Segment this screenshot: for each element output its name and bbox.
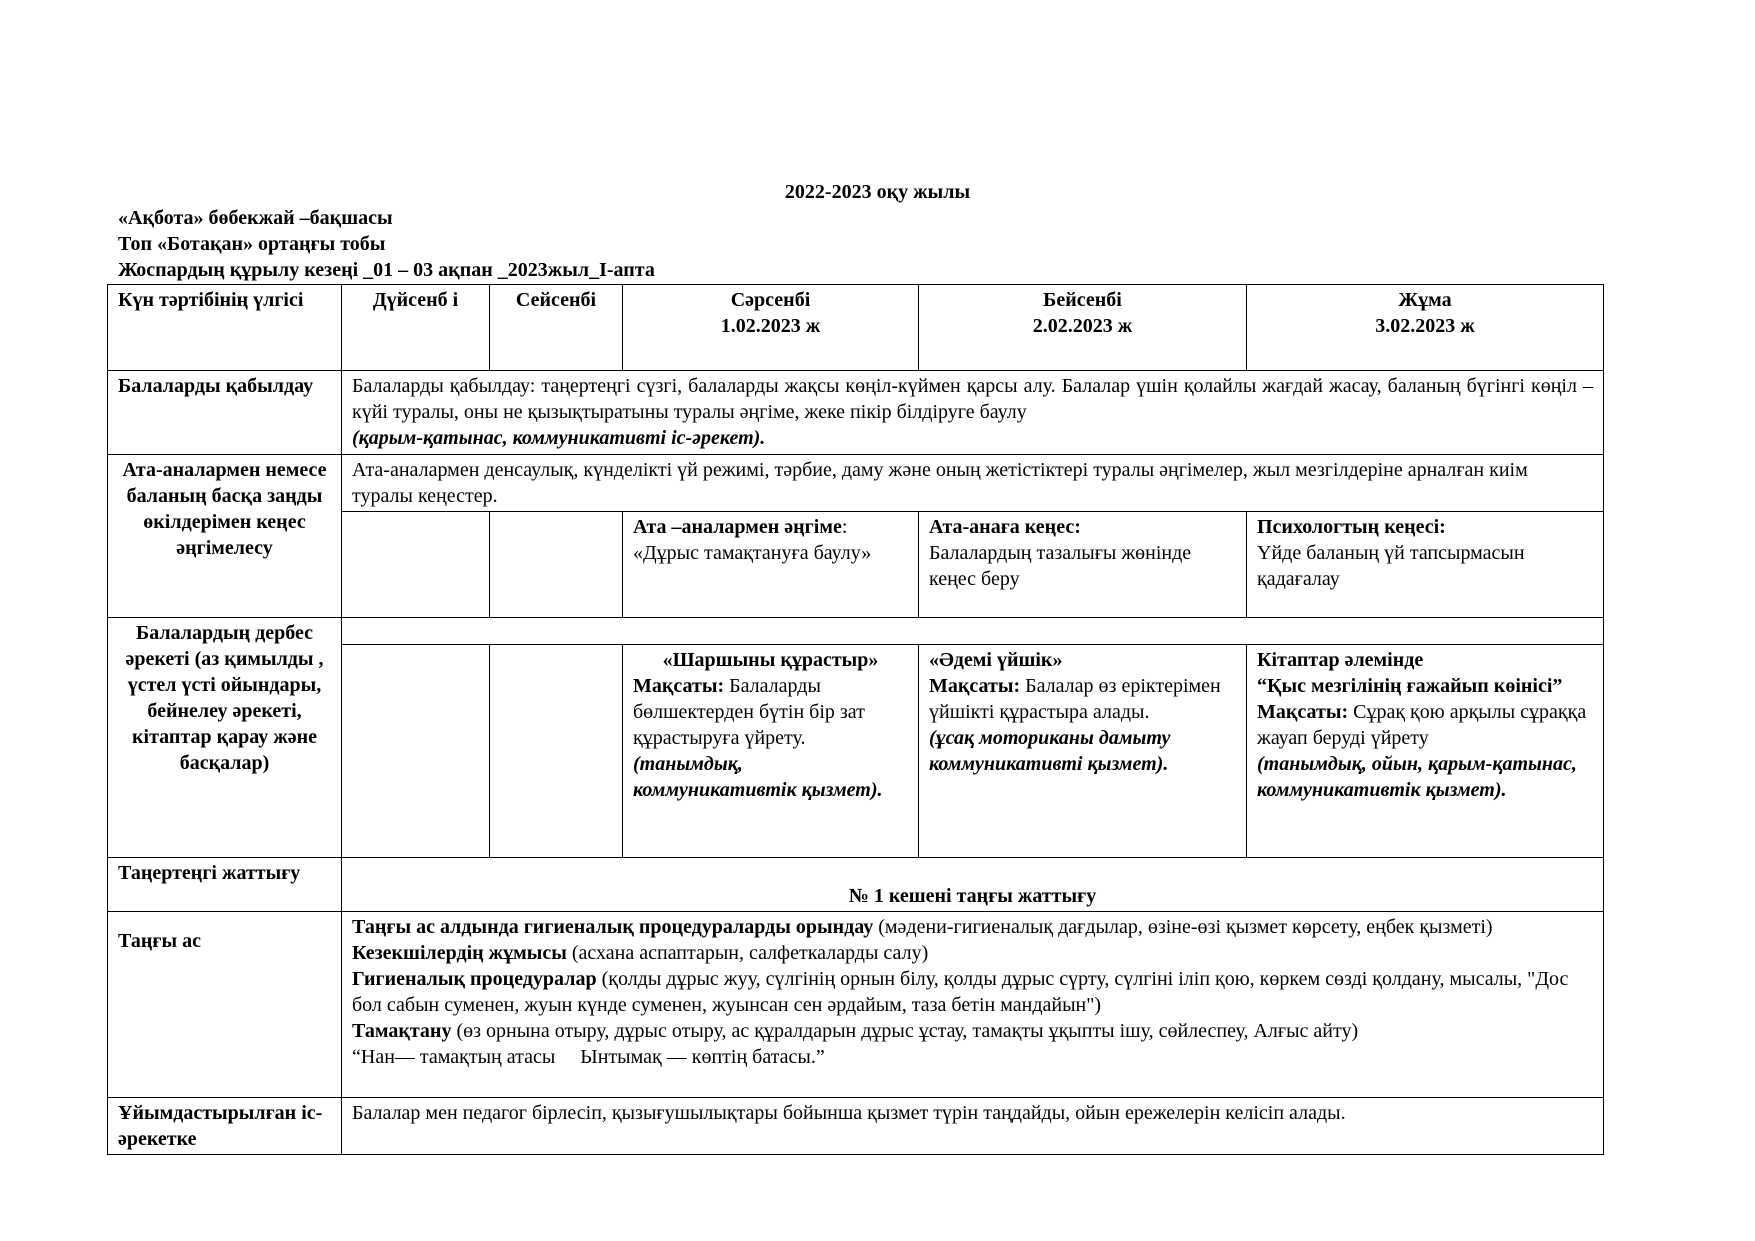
parents-general-text: Ата-аналармен денсаулық, күнделікті үй режимі, тәрбие, даму және оның жетістіктері туралы әңгімелер, жыл мезгілдеріне арналған киім туралы кеңестер. xyxy=(342,455,1604,512)
activity-fri-title: Кітаптар әлемінде xyxy=(1257,649,1424,671)
reception-row xyxy=(108,371,1604,455)
activity-wed-title: «Шаршыны құрастыр» xyxy=(662,649,879,671)
activity-wed-goal: Балаларды бөлшектерден бүтін бір зат құрастыруға үйрету. xyxy=(633,675,865,749)
parents-monday xyxy=(342,512,490,618)
breakfast-duty: Кезекшілердің жұмысы (асхана аспаптарын, салфеткаларды салу) xyxy=(352,942,929,964)
weekly-plan-table xyxy=(107,284,1604,1155)
activity-thu-goal-label: Мақсаты: xyxy=(929,675,1021,697)
friday-date: 3.02.2023 ж xyxy=(1375,315,1475,337)
kindergarten-name: «Ақбота» бөбекжай –бақшасы xyxy=(118,207,393,229)
header-row xyxy=(108,285,1604,371)
tuesday-header: Сейсенбі xyxy=(490,285,623,371)
breakfast-content xyxy=(342,912,1604,1098)
parents-row xyxy=(108,455,1604,512)
organized-row xyxy=(108,1098,1604,1155)
parents-label: Ата-аналармен немесе баланың басқа заңды өкілдерімен кеңес әңгімелесу xyxy=(108,455,342,618)
thursday-label: Бейсенбі xyxy=(1043,289,1122,311)
parents-tuesday xyxy=(490,512,623,618)
activity-thursday xyxy=(919,645,1247,858)
organized-text: Балалар мен педагог бірлесіп, қызығушылықтары бойынша қызмет түрін таңдайды, ойын ережелерін келісіп алады. xyxy=(342,1098,1604,1155)
reception-text: Балаларды қабылдау: таңертеңгі сүзгі, балаларды жақсы көңіл-күймен қарсы алу. Балалар үшін қолайлы жағдай жасау, баланың бүгінгі көңіл – күйі туралы, оны не қызықтыратыны туралы әңгіме, жеке пікір білдіруге баулу xyxy=(352,375,1593,423)
schedule-header: Күн тәртібінің үлгісі xyxy=(108,285,342,371)
activity-fri-goal-label: Мақсаты: xyxy=(1257,701,1349,723)
activity-thu-title: «Әдемі үйшік» xyxy=(929,649,1063,671)
activity-thu-goal: Балалар өз еріктерімен үйшікті құрастыра алады. xyxy=(929,675,1221,723)
activity-fri-note: (танымдық, ойын, қарым-қатынас, коммуникативтік қызмет). xyxy=(1257,753,1577,801)
parents-thu-text: Балалардың тазалығы жөнінде кеңес беру xyxy=(929,542,1192,590)
reception-label: Балаларды қабылдау xyxy=(108,371,342,455)
activity-thu-note: (ұсақ моториканы дамыту коммуникативті қызмет). xyxy=(929,727,1171,775)
reception-content xyxy=(342,371,1604,455)
group-name: Топ «Ботақан» ортаңғы тобы xyxy=(118,233,386,255)
breakfast-hygiene-before: Таңғы ас алдында гигиеналық процедураларды орындау (мәдени-гигиеналық дағдылар, өзіне-өзі қызмет көрсету, еңбек қызметі) xyxy=(352,916,1493,938)
activity-tuesday xyxy=(490,645,623,858)
parents-fri-title: Психологтың кеңесі: xyxy=(1257,516,1446,538)
exercise-text: № 1 кешені таңғы жаттығу xyxy=(342,858,1604,912)
friday-label: Жұма xyxy=(1398,289,1452,311)
breakfast-eating: Тамақтану (өз орнына отыру, дұрыс отыру, ас құралдарын дұрыс ұстау, тамақты ұқыпты ішу, сөйлеспеу, Алғыс айту) xyxy=(352,1020,1359,1042)
parents-thursday xyxy=(919,512,1247,618)
reception-note: (қарым-қатынас, коммуникативті іс-әрекет). xyxy=(352,427,766,449)
activity-label: Балалардың дербес әрекеті (аз қимылды , үстел үсті ойындары, бейнелеу әрекеті, кітаптар қарау және басқалар) xyxy=(108,618,342,858)
breakfast-label: Таңғы ас xyxy=(108,912,342,1098)
activity-wednesday xyxy=(623,645,919,858)
parents-wednesday: Ата –аналармен әңгіме: «Дұрыс тамақтануға баулу» xyxy=(623,512,919,618)
activity-row xyxy=(108,618,1604,645)
activity-spacer xyxy=(342,618,1604,645)
monday-header: Дүйсенб і xyxy=(342,285,490,371)
parents-thu-title: Ата-анаға кеңес: xyxy=(929,516,1081,538)
activity-fri-subtitle: “Қыс мезгілінің ғажайып көінісі” xyxy=(1257,675,1563,697)
wednesday-header xyxy=(623,285,919,371)
parents-wed-title: Ата –аналармен әңгіме xyxy=(633,516,842,538)
thursday-date: 2.02.2023 ж xyxy=(1032,315,1133,337)
activity-wed-goal-label: Мақсаты: xyxy=(633,675,725,697)
activity-friday xyxy=(1247,645,1604,858)
year-title: 2022-2023 оқу жылы xyxy=(784,181,971,203)
breakfast-row xyxy=(108,912,1604,1098)
exercise-label: Таңертеңгі жаттығу xyxy=(108,858,342,912)
organized-label: Ұйымдастырылған іс-әрекетке xyxy=(108,1098,342,1155)
parents-friday xyxy=(1247,512,1604,618)
breakfast-hygiene: Гигиеналық процедуралар (қолды дұрыс жуу, сүлгінің орнын білу, қолды дұрыс сүрту, сүлгіні іліп қою, көркем сөзді қолдану, мысалы, "Дос бол сабын суменен, жуын күнде суменен, жуынсан сен әрдайым, таза бетін мандайын") xyxy=(352,968,1569,1016)
activity-monday xyxy=(342,645,490,858)
breakfast-proverb: “Нан— тамақтың атасы Ынтымақ — көптің батасы.” xyxy=(352,1046,825,1068)
parents-wed-text: «Дұрыс тамақтануға баулу» xyxy=(633,542,872,564)
plan-period: Жоспардың құрылу кезеңі _01 – 03 ақпан _2023жыл_І-апта xyxy=(118,259,655,281)
exercise-row xyxy=(108,858,1604,912)
activity-fri-goal: Сұрақ қою арқылы сұраққа жауап беруді үйрету xyxy=(1257,701,1587,749)
friday-header xyxy=(1247,285,1604,371)
parents-fri-text: Үйде баланың үй тапсырмасын қадағалау xyxy=(1257,542,1525,590)
wednesday-date: 1.02.2023 ж xyxy=(720,315,821,337)
thursday-header xyxy=(919,285,1247,371)
wednesday-label: Сәрсенбі xyxy=(730,289,811,311)
activity-wed-note: (танымдық, коммуникативтік қызмет). xyxy=(633,753,883,801)
